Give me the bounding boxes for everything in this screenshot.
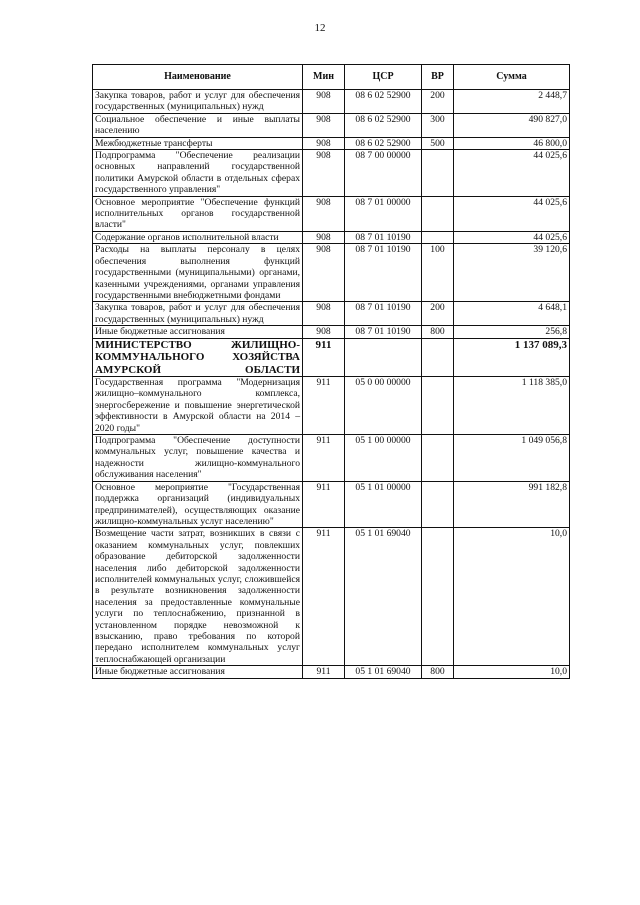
cell-name: Иные бюджетные ассигнования <box>93 326 303 338</box>
cell-min: 908 <box>303 231 345 243</box>
cell-csr: 08 6 02 52900 <box>345 90 422 114</box>
cell-min: 908 <box>303 113 345 137</box>
cell-vr: 200 <box>422 302 454 326</box>
cell-vr <box>422 435 454 482</box>
table-row <box>93 481 570 528</box>
cell-vr <box>422 150 454 197</box>
cell-csr: 05 1 01 69040 <box>345 528 422 666</box>
header-vr: ВР <box>422 65 454 90</box>
cell-csr: 08 7 01 10190 <box>345 231 422 243</box>
cell-sum: 39 120,6 <box>454 244 570 302</box>
cell-min: 908 <box>303 326 345 338</box>
cell-name: МИНИСТЕРСТВО ЖИЛИЩНО-КОММУНАЛЬНОГО ХОЗЯЙСТВА АМУРСКОЙ ОБЛАСТИ <box>93 338 303 377</box>
cell-csr: 05 1 00 00000 <box>345 435 422 482</box>
cell-name: Содержание органов исполнительной власти <box>93 231 303 243</box>
cell-min: 908 <box>303 244 345 302</box>
cell-sum: 44 025,6 <box>454 150 570 197</box>
cell-name: Возмещение части затрат, возникших в связи с оказанием коммунальных услуг, повлекших образование дебиторской задолженности населения либо дебиторской задолженности исполнителей коммунальных услуг, сложившейся в результате возникновения задолженности населения за предоставленные коммунальные услуги по теплоснабжению, признанной в установленном порядке невозможной к взысканию, право требования по которой передано исполнителем коммунальных услуг теплоснабжающей организации <box>93 528 303 666</box>
cell-csr: 08 7 01 10190 <box>345 302 422 326</box>
cell-min: 911 <box>303 666 345 678</box>
table-row <box>93 113 570 137</box>
table-row <box>93 196 570 231</box>
cell-sum: 44 025,6 <box>454 196 570 231</box>
cell-vr <box>422 231 454 243</box>
table-row <box>93 137 570 149</box>
cell-csr <box>345 338 422 377</box>
cell-csr: 08 6 02 52900 <box>345 137 422 149</box>
page-number: 12 <box>314 22 326 34</box>
cell-csr: 08 6 02 52900 <box>345 113 422 137</box>
cell-name: Расходы на выплаты персоналу в целях обеспечения выполнения функций государственными (муниципальными) органами, казенными учреждениями, органами управления государственными внебюджетными фондами <box>93 244 303 302</box>
table-row <box>93 528 570 666</box>
cell-sum: 256,8 <box>454 326 570 338</box>
cell-min: 908 <box>303 302 345 326</box>
header-csr: ЦСР <box>345 65 422 90</box>
cell-name: Подпрограмма "Обеспечение доступности коммунальных услуг, повышение качества и надежности жилищно-коммунального обслуживания населения" <box>93 435 303 482</box>
cell-vr: 800 <box>422 666 454 678</box>
cell-csr: 08 7 01 10190 <box>345 326 422 338</box>
cell-vr: 300 <box>422 113 454 137</box>
cell-csr: 05 0 00 00000 <box>345 377 422 435</box>
table-row <box>93 326 570 338</box>
cell-sum: 1 137 089,3 <box>454 338 570 377</box>
cell-min: 911 <box>303 377 345 435</box>
cell-name: Закупка товаров, работ и услуг для обеспечения государственных (муниципальных) нужд <box>93 90 303 114</box>
cell-sum: 1 118 385,0 <box>454 377 570 435</box>
cell-sum: 2 448,7 <box>454 90 570 114</box>
cell-sum: 46 800,0 <box>454 137 570 149</box>
cell-name: Подпрограмма "Обеспечение реализации основных направлений государственной политики Амурской области в отдельных сферах государственного управления" <box>93 150 303 197</box>
cell-csr: 08 7 00 00000 <box>345 150 422 197</box>
cell-csr: 08 7 01 10190 <box>345 244 422 302</box>
table-row <box>93 150 570 197</box>
cell-vr <box>422 528 454 666</box>
cell-vr: 500 <box>422 137 454 149</box>
table-row <box>93 90 570 114</box>
cell-min: 908 <box>303 196 345 231</box>
cell-min: 911 <box>303 435 345 482</box>
cell-min: 911 <box>303 338 345 377</box>
table-row <box>93 666 570 678</box>
table-row <box>93 244 570 302</box>
cell-vr: 200 <box>422 90 454 114</box>
table-row <box>93 338 570 377</box>
table-row <box>93 377 570 435</box>
cell-sum: 490 827,0 <box>454 113 570 137</box>
cell-min: 911 <box>303 528 345 666</box>
cell-min: 911 <box>303 481 345 528</box>
cell-vr <box>422 196 454 231</box>
header-min: Мин <box>303 65 345 90</box>
cell-min: 908 <box>303 150 345 197</box>
cell-sum: 1 049 056,8 <box>454 435 570 482</box>
table-row <box>93 231 570 243</box>
cell-vr <box>422 377 454 435</box>
cell-csr: 05 1 01 69040 <box>345 666 422 678</box>
cell-sum: 10,0 <box>454 666 570 678</box>
cell-vr: 100 <box>422 244 454 302</box>
table-header-row <box>93 65 570 90</box>
cell-sum: 10,0 <box>454 528 570 666</box>
cell-name: Закупка товаров, работ и услуг для обеспечения государственных (муниципальных) нужд <box>93 302 303 326</box>
cell-name: Основное мероприятие "Государственная поддержка организаций (индивидуальных предпринимателей), осуществляющих оказание жилищно-коммунальных услуг населению" <box>93 481 303 528</box>
cell-name: Межбюджетные трансферты <box>93 137 303 149</box>
cell-name: Основное мероприятие "Обеспечение функций исполнительных органов государственной власти" <box>93 196 303 231</box>
budget-table <box>92 64 570 679</box>
header-sum: Сумма <box>454 65 570 90</box>
cell-sum: 44 025,6 <box>454 231 570 243</box>
cell-name: Социальное обеспечение и иные выплаты населению <box>93 113 303 137</box>
cell-vr: 800 <box>422 326 454 338</box>
cell-vr <box>422 481 454 528</box>
cell-name: Иные бюджетные ассигнования <box>93 666 303 678</box>
cell-min: 908 <box>303 137 345 149</box>
table-row <box>93 435 570 482</box>
table-row <box>93 302 570 326</box>
cell-csr: 05 1 01 00000 <box>345 481 422 528</box>
header-name: Наименование <box>93 65 303 90</box>
cell-vr <box>422 338 454 377</box>
cell-name: Государственная программа "Модернизация жилищно–коммунального комплекса, энергосбережение и повышение энергетической эффективности в Амурской области на 2014 – 2020 годы" <box>93 377 303 435</box>
cell-min: 908 <box>303 90 345 114</box>
cell-sum: 991 182,8 <box>454 481 570 528</box>
cell-csr: 08 7 01 00000 <box>345 196 422 231</box>
cell-sum: 4 648,1 <box>454 302 570 326</box>
